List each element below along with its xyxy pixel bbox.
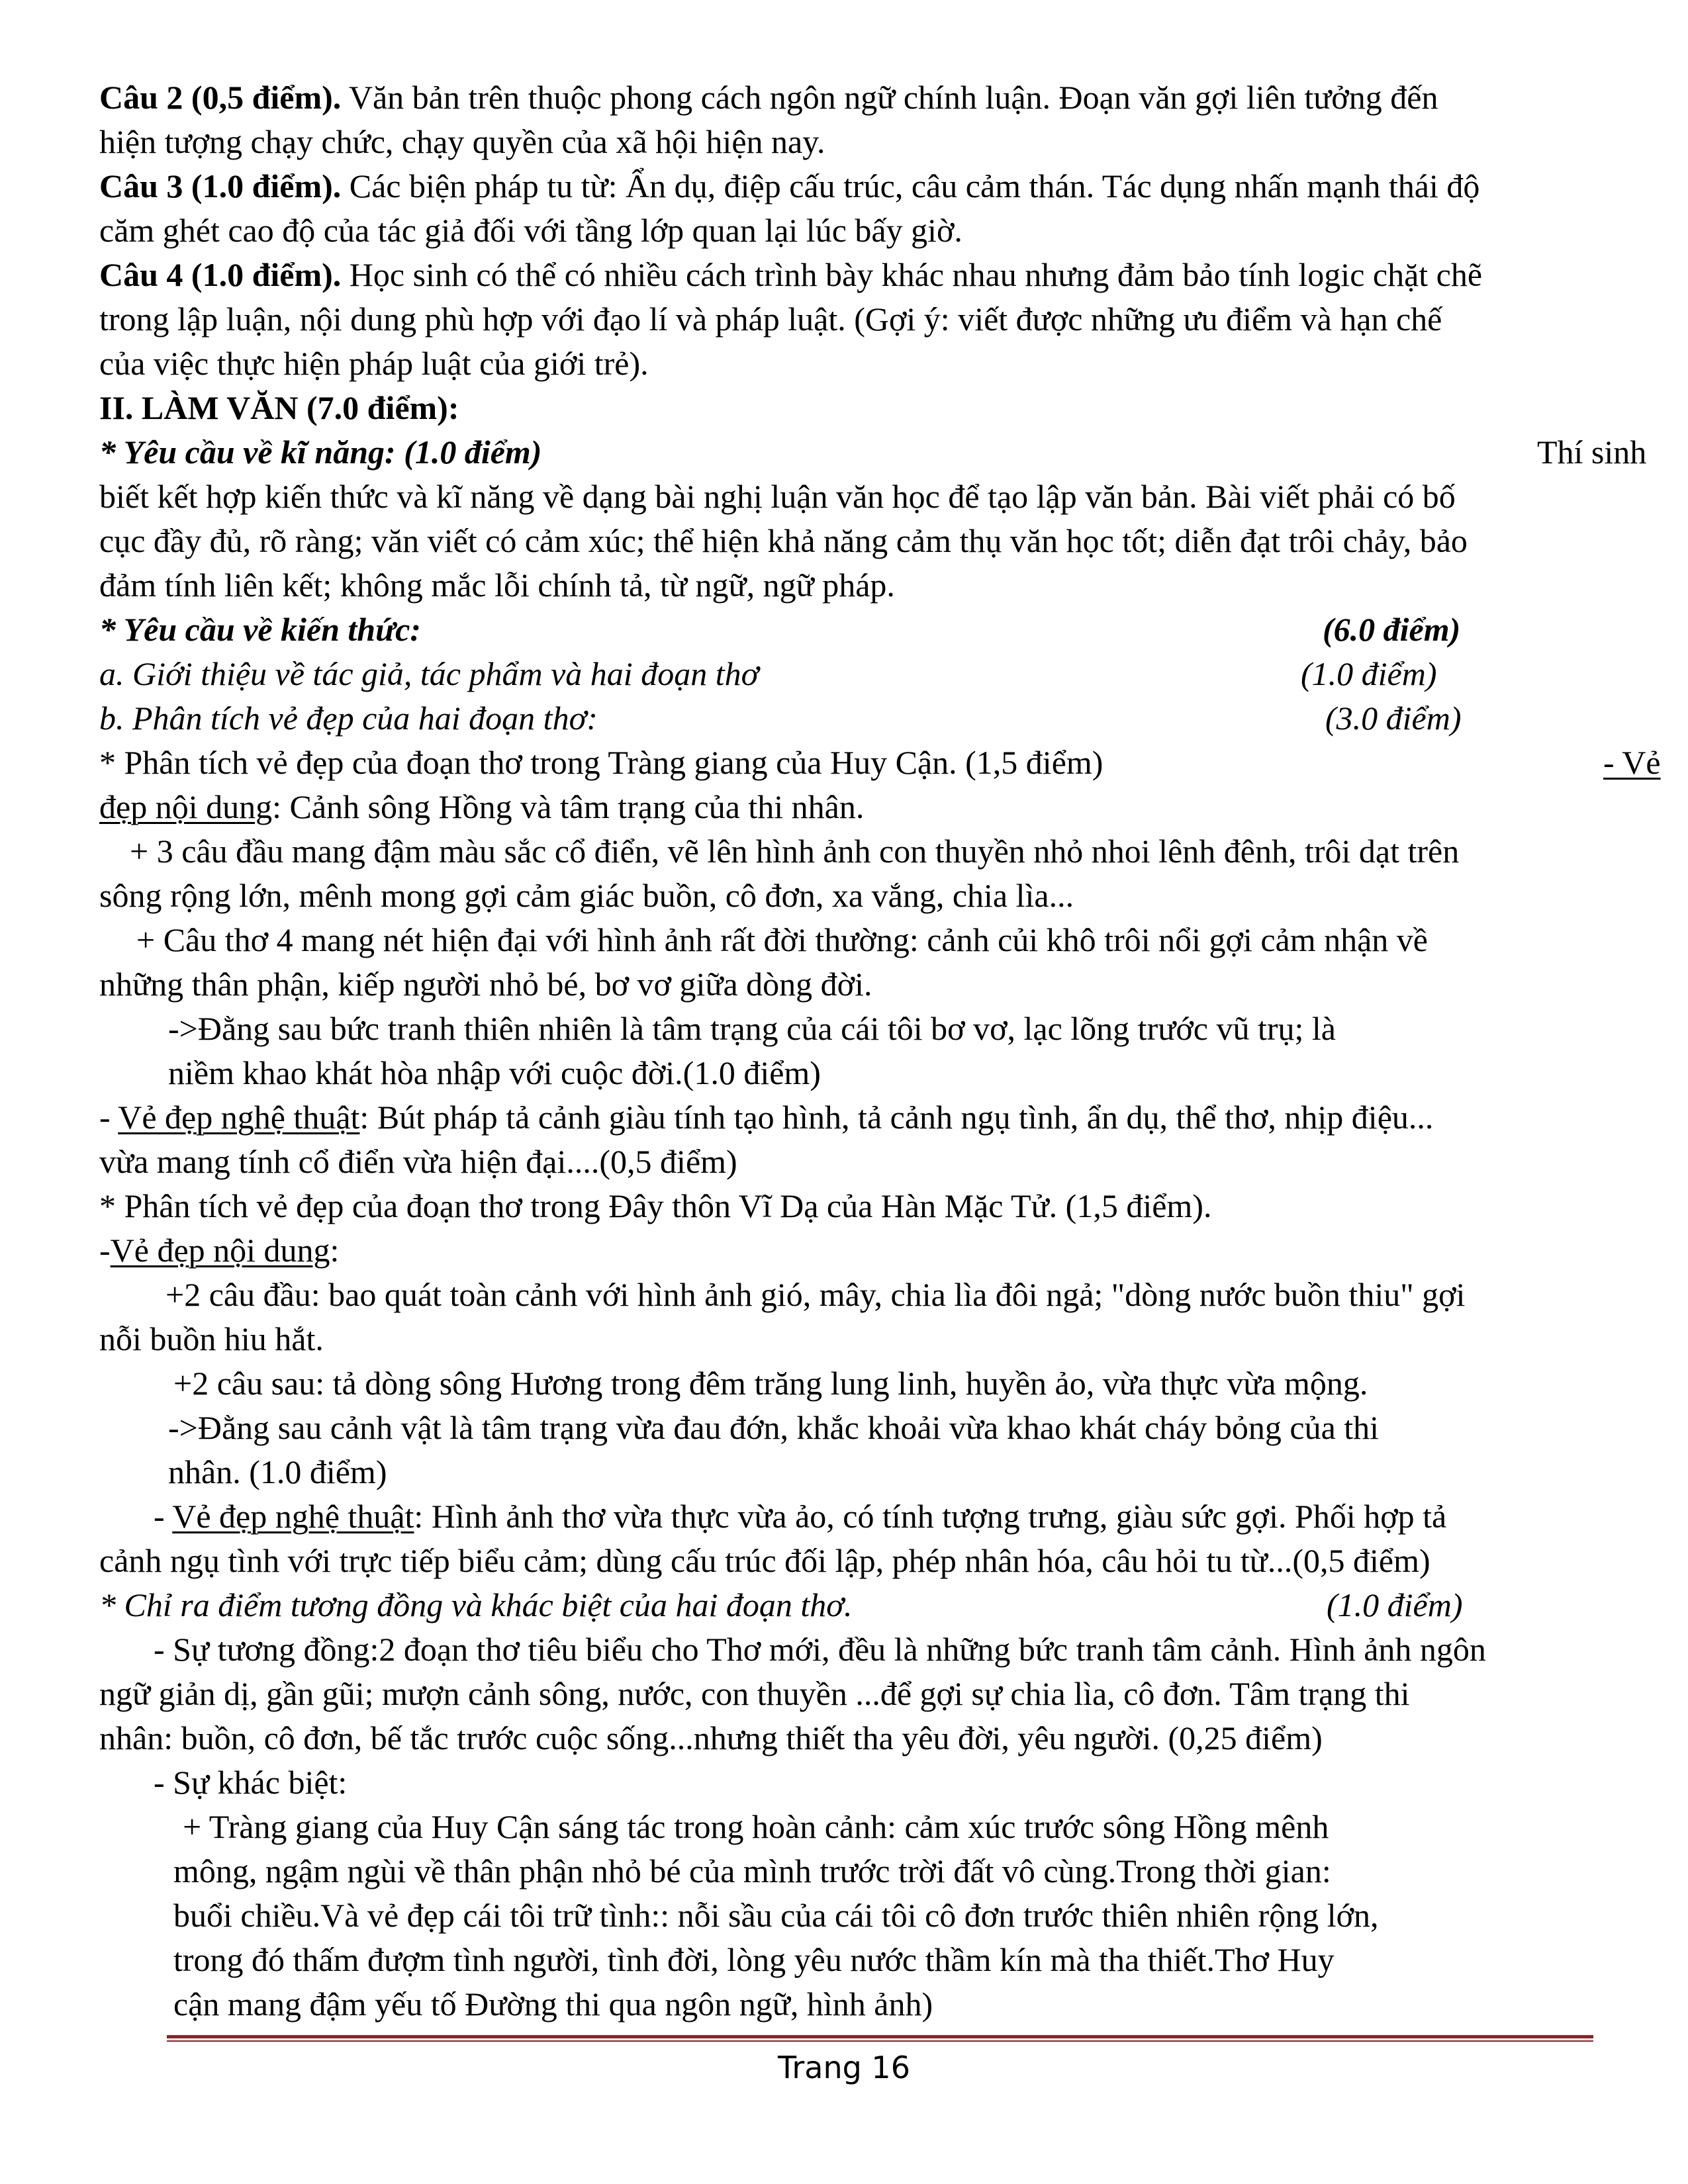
skills-thi-sinh: Thí sinh: [1537, 433, 1647, 471]
cau3-line1: [99, 164, 1479, 208]
compare-diff-line1: + Tràng giang của Huy Cận sáng tác trong hoàn cảnh: cảm xúc trước sông Hồng mênh: [183, 1808, 1329, 1845]
item-b-text: b. Phân tích vẻ đẹp của hai đoạn thơ:: [99, 700, 598, 737]
item-b-points: (3.0 điểm): [1325, 700, 1462, 737]
compare-points: (1.0 điểm): [1327, 1586, 1463, 1623]
cau4-line1: [99, 253, 1482, 297]
cau3-text: Các biện pháp tu từ: Ẩn dụ, điệp cấu trúc, câu cảm thán. Tác dụng nhấn mạnh thái độ: [341, 167, 1480, 205]
page-number: Trang 16: [778, 2050, 910, 2085]
cau4-line3: của việc thực hiện pháp luật của giới trẻ).: [99, 345, 649, 382]
cau2-text: Văn bản trên thuộc phong cách ngôn ngữ chính luận. Đoạn văn gợi liên tưởng đến: [341, 79, 1438, 116]
vi-da-nghe-thuat-prefix: -: [154, 1498, 173, 1535]
vi-da-nghe-thuat-line2: cảnh ngụ tình với trực tiếp biểu cảm; dùng cấu trúc đối lập, phép nhân hóa, câu hỏi tu từ...(0,5 điểm): [99, 1542, 1430, 1579]
item-a-points: (1.0 điểm): [1301, 655, 1437, 692]
cau4-text: Học sinh có thể có nhiều cách trình bày khác nhau nhưng đảm bảo tính logic chặt chẽ: [341, 256, 1483, 293]
vi-da-noi-dung-suffix: :: [330, 1232, 340, 1269]
vi-da-nghe-thuat-label: Vẻ đẹp nghệ thuật: [172, 1498, 414, 1535]
skills-heading: * Yêu cầu về kĩ năng: (1.0 điểm): [99, 433, 542, 471]
trang-giang-nghe-thuat-label: Vẻ đẹp nghệ thuật: [118, 1099, 360, 1136]
trang-giang-p1-line1: + 3 câu đầu mang đậm màu sắc cổ điển, vẽ lên hình ảnh con thuyền nhỏ nhoi lênh đênh, trôi dạt trên: [130, 833, 1460, 870]
compare-diff-line5: cận mang đậm yếu tố Đường thi qua ngôn ngữ, hình ảnh): [173, 1985, 933, 2023]
cau3-label: Câu 3 (1.0 điểm).: [99, 167, 342, 205]
cau2-line1: [99, 75, 1438, 120]
trang-giang-nghe-thuat-line2: vừa mang tính cổ điển vừa hiện đại....(0,5 điểm): [99, 1143, 737, 1180]
vi-da-nghe-thuat-text: : Hình ảnh thơ vừa thực vừa ảo, có tính tượng trưng, giàu sức gợi. Phối hợp tả: [414, 1498, 1447, 1535]
vi-da-heading: * Phân tích vẻ đẹp của đoạn thơ trong Đây thôn Vĩ Dạ của Hàn Mặc Tử. (1,5 điểm).: [99, 1187, 1212, 1224]
vi-da-p1-line2: nỗi buồn hiu hắt.: [99, 1320, 324, 1357]
cau2-line2: hiện tượng chạy chức, chạy quyền của xã hội hiện nay.: [99, 123, 825, 160]
compare-same-line1: - Sự tương đồng:2 đoạn thơ tiêu biểu cho Thơ mới, đều là những bức tranh tâm cảnh. Hình ảnh ngôn: [154, 1631, 1486, 1668]
vi-da-arrow-line2: nhân. (1.0 điểm): [168, 1453, 387, 1490]
trang-giang-nghe-thuat-text: : Bút pháp tả cảnh giàu tính tạo hình, tả cảnh ngụ tình, ẩn dụ, thể thơ, nhịp điệu...: [359, 1099, 1434, 1136]
trang-giang-p2-line2: những thân phận, kiếp người nhỏ bé, bơ vơ giữa dòng đời.: [99, 966, 872, 1003]
trang-giang-noi-dung-line: [99, 785, 864, 829]
knowledge-heading: * Yêu cầu về kiến thức:: [99, 611, 421, 648]
trang-giang-dash-ve: [1603, 741, 1661, 785]
vi-da-noi-dung-line: [99, 1228, 339, 1273]
compare-same-line2: ngữ giản dị, gần gũi; mượn cảnh sông, nước, con thuyền ...để gợi sự chia lìa, cô đơn. Tâm trạng thi: [99, 1675, 1410, 1712]
skills-line2: cục đầy đủ, rõ ràng; văn viết có cảm xúc; thể hiện khả năng cảm thụ văn học tốt; diễn đạt trôi chảy, bảo: [99, 522, 1468, 559]
trang-giang-p1-line2: sông rộng lớn, mênh mong gợi cảm giác buồn, cô đơn, xa vắng, chia lìa...: [99, 877, 1074, 914]
vi-da-noi-dung-prefix: -: [99, 1232, 111, 1269]
compare-same-line3: nhân: buồn, cô đơn, bế tắc trước cuộc sống...nhưng thiết tha yêu đời, yêu người. (0,25 điểm): [99, 1719, 1323, 1756]
vi-da-noi-dung-label: Vẻ đẹp nội dung: [110, 1232, 330, 1269]
trang-giang-noi-dung-label: đẹp nội dung: [99, 788, 273, 825]
vi-da-nghe-thuat-line1: [154, 1494, 1446, 1539]
trang-giang-ve-label: - Vẻ: [1603, 744, 1661, 781]
vi-da-p1-line1: +2 câu đầu: bao quát toàn cảnh với hình ảnh gió, mây, chia lìa đôi ngả; "dòng nước buồn thiu" gợi: [165, 1276, 1466, 1313]
compare-diff-line2: mông, ngậm ngùi về thân phận nhỏ bé của mình trước trời đất vô cùng.Trong thời gian:: [173, 1852, 1331, 1889]
cau4-label: Câu 4 (1.0 điểm).: [99, 256, 342, 293]
trang-giang-arrow-line1: ->Đằng sau bức tranh thiên nhiên là tâm trạng của cái tôi bơ vơ, lạc lõng trước vũ trụ; là: [168, 1010, 1336, 1047]
cau3-line2: căm ghét cao độ của tác giả đối với tầng lớp quan lại lúc bấy giờ.: [99, 212, 962, 249]
footer-rule-thick: [167, 2035, 1593, 2038]
vi-da-p2-line1: +2 câu sau: tả dòng sông Hương trong đêm trăng lung linh, huyền ảo, vừa thực vừa mộng.: [173, 1365, 1368, 1402]
item-a-text: a. Giới thiệu về tác giả, tác phẩm và hai đoạn thơ: [99, 655, 759, 692]
compare-diff-heading: - Sự khác biệt:: [154, 1764, 348, 1801]
knowledge-points: (6.0 điểm): [1323, 611, 1461, 648]
cau4-line2: trong lập luận, nội dung phù hợp với đạo lí và pháp luật. (Gợi ý: viết được những ưu điểm và hạn chế: [99, 300, 1442, 338]
trang-giang-p2-line1: + Câu thơ 4 mang nét hiện đại với hình ảnh rất đời thường: cảnh củi khô trôi nổi gợi cảm nhận về: [136, 921, 1429, 958]
trang-giang-nghe-thuat-prefix: -: [99, 1099, 118, 1136]
trang-giang-arrow-line2: niềm khao khát hòa nhập với cuộc đời.(1.0 điểm): [168, 1054, 821, 1091]
trang-giang-noi-dung-text: : Cảnh sông Hồng và tâm trạng của thi nhân.: [272, 788, 865, 825]
section2-heading: II. LÀM VĂN (7.0 điểm):: [99, 389, 459, 426]
compare-diff-line4: trong đó thấm đượm tình người, tình đời, lòng yêu nước thầm kín mà tha thiết.Thơ Huy: [173, 1941, 1335, 1978]
compare-diff-line3: buổi chiều.Và vẻ đẹp cái tôi trữ tình:: nỗi sầu của cái tôi cô đơn trước thiên nhiên rộng lớn,: [173, 1897, 1379, 1934]
skills-line3: đảm tính liên kết; không mắc lỗi chính tả, từ ngữ, ngữ pháp.: [99, 567, 895, 604]
trang-giang-nghe-thuat-line1: [99, 1095, 1433, 1140]
cau2-label: Câu 2 (0,5 điểm).: [99, 79, 342, 116]
trang-giang-heading: * Phân tích vẻ đẹp của đoạn thơ trong Tràng giang của Huy Cận. (1,5 điểm): [99, 744, 1103, 781]
vi-da-arrow-line1: ->Đằng sau cảnh vật là tâm trạng vừa đau đớn, khắc khoải vừa khao khát cháy bỏng của thi: [168, 1409, 1380, 1446]
compare-heading: * Chỉ ra điểm tương đồng và khác biệt của hai đoạn thơ.: [99, 1586, 853, 1623]
footer-rule-thin: [167, 2040, 1593, 2042]
skills-line1: biết kết hợp kiến thức và kĩ năng về dạng bài nghị luận văn học để tạo lập văn bản. Bài viết phải có bố: [99, 478, 1456, 515]
